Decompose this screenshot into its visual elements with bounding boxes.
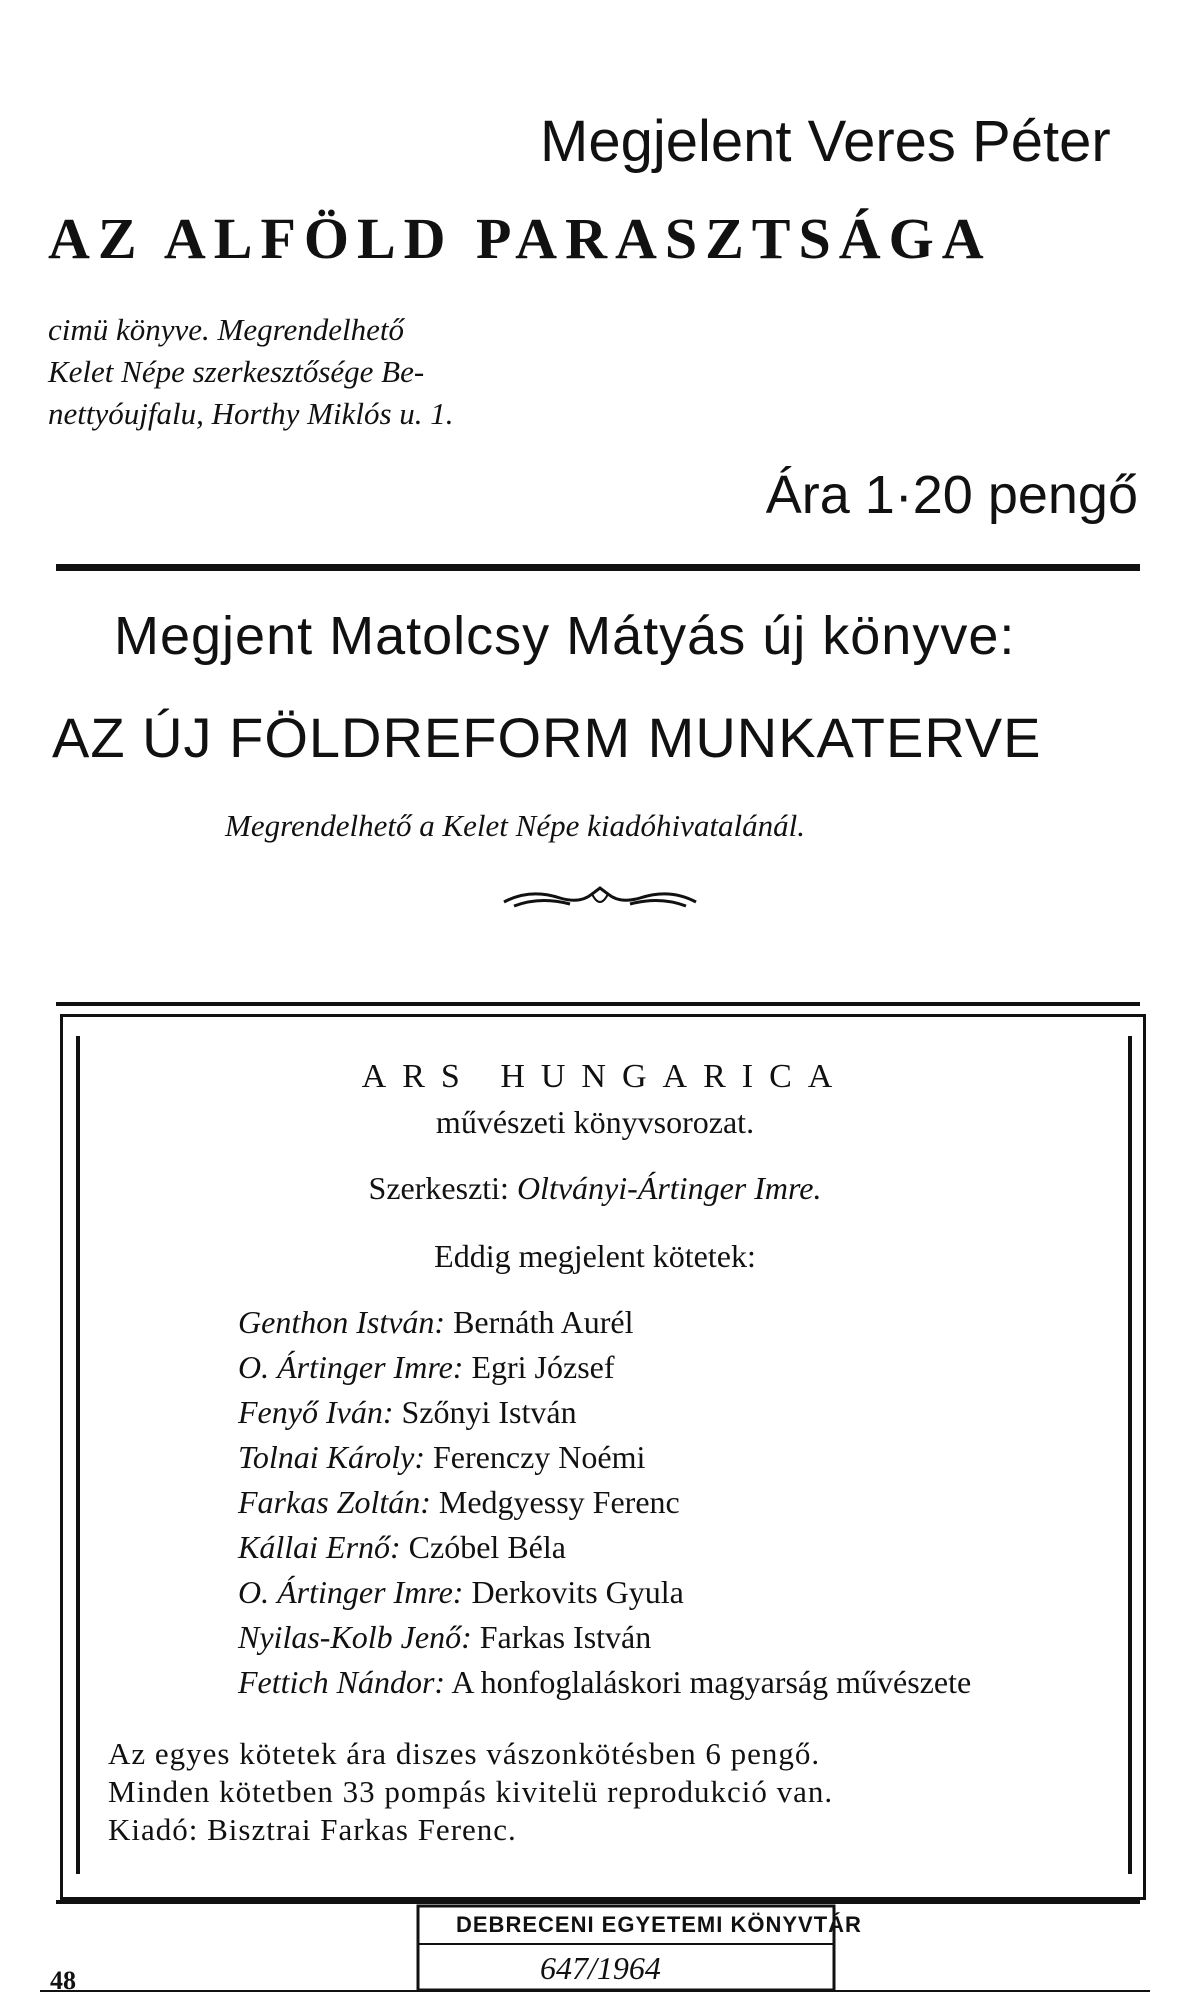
page-number: 48: [50, 1966, 76, 1995]
volume-subject: Farkas István: [479, 1619, 652, 1655]
volume-author: Fettich Nándor:: [238, 1664, 446, 1700]
ars-series-subtitle: művészeti könyvsorozat.: [435, 1104, 755, 1140]
volume-subject: Ferenczy Noémi: [433, 1439, 646, 1475]
volume-author: Farkas Zoltán:: [238, 1484, 431, 1520]
editor-label: Szerkeszti:: [368, 1170, 509, 1206]
volume-list-label: Eddig megjelent kötetek:: [434, 1238, 756, 1274]
publisher-line: Kiadó: Bisztrai Farkas Ferenc.: [108, 1812, 517, 1847]
volume-item: [238, 1484, 680, 1521]
volume-author: Genthon István:: [238, 1304, 446, 1340]
volume-item: [238, 1349, 615, 1386]
volume-subject: Medgyessy Ferenc: [438, 1484, 680, 1520]
volume-author: O. Ártinger Imre:: [238, 1349, 464, 1385]
section-divider: [56, 564, 1140, 571]
volume-author: O. Ártinger Imre:: [238, 1574, 464, 1610]
matolcsy-heading: Megjent Matolcsy Mátyás új könyve:: [114, 606, 1016, 666]
box-top-rule: [56, 1002, 1140, 1006]
ornament-icon: [500, 886, 700, 912]
matolcsy-order-info: Megrendelhető a Kelet Népe kiadóhivatalánál.: [225, 808, 805, 843]
ars-editor-line: [0, 1170, 1190, 1207]
volume-author: Tolnai Károly:: [238, 1439, 425, 1475]
volume-subject: A honfoglaláskori magyarság művészete: [451, 1664, 972, 1700]
volume-subject: Egri József: [471, 1349, 615, 1385]
volume-subject: Bernáth Aurél: [453, 1304, 634, 1340]
veres-order-line: Kelet Népe szerkesztősége Be-: [48, 354, 425, 389]
volume-author: Nyilas-Kolb Jenő:: [238, 1619, 472, 1655]
price-info-line: Az egyes kötetek ára diszes vászonkötésben 6 pengő.: [108, 1736, 821, 1771]
price-info-line: Minden kötetben 33 pompás kivitelü reprodukció van.: [108, 1774, 834, 1809]
editor-name: Oltványi-Ártinger Imre.: [516, 1170, 822, 1206]
library-stamp-text: DEBRECENI EGYETEMI KÖNYVTÁR: [456, 1912, 862, 1937]
veres-price: Ára 1·20 pengő: [765, 465, 1138, 525]
ars-series-title: ARS HUNGARICA: [361, 1058, 849, 1095]
volume-author: Kállai Ernő:: [238, 1529, 401, 1565]
veres-book-title: AZ ALFÖLD PARASZTSÁGA: [48, 206, 992, 271]
volume-item: [238, 1439, 645, 1476]
volume-item: [238, 1619, 651, 1656]
veres-heading: Megjelent Veres Péter: [540, 109, 1111, 174]
inventory-number: 647/1964: [540, 1950, 661, 1986]
volume-subject: Szőnyi István: [401, 1394, 577, 1430]
volume-author: Fenyő Iván:: [238, 1394, 394, 1430]
veres-order-line: cimü könyve. Megrendelhető: [48, 312, 405, 347]
volume-item: [238, 1529, 566, 1566]
matolcsy-book-title: AZ ÚJ FÖLDREFORM MUNKATERVE: [52, 706, 1042, 769]
volume-item: [238, 1394, 577, 1431]
volume-item: [238, 1664, 971, 1701]
volume-item: [238, 1574, 684, 1611]
volume-item: [238, 1304, 633, 1341]
volume-subject: Derkovits Gyula: [471, 1574, 684, 1610]
volume-subject: Czóbel Béla: [408, 1529, 566, 1565]
veres-order-line: nettyóujfalu, Horthy Miklós u. 1.: [48, 396, 454, 431]
